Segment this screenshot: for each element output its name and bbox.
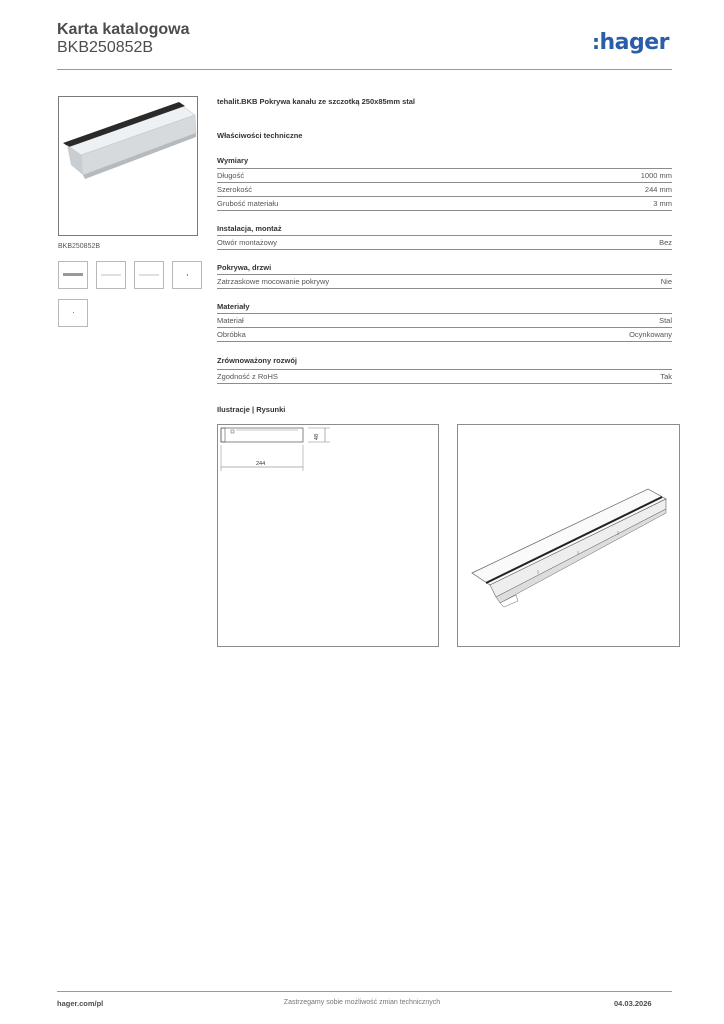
- hager-logo[interactable]: [592, 30, 669, 55]
- footer-disclaimer: Zastrzegamy sobie możliwość zmian technicznych: [283, 999, 441, 1006]
- document-title: Karta katalogowa: [57, 21, 190, 38]
- footer-website-link[interactable]: hager.com/pl: [57, 999, 104, 1008]
- spec-label: Zatrzaskowe mocowanie pokrywy: [217, 277, 330, 286]
- section-title-dimensions: Wymiary: [217, 156, 249, 165]
- logo-dots-icon: :: [592, 30, 600, 54]
- dimension-width-label: 244: [256, 461, 266, 467]
- spec-value: Nie: [660, 277, 672, 286]
- spec-value: 1000 mm: [640, 171, 672, 180]
- thumbnail-4[interactable]: [172, 261, 202, 289]
- spec-row: [217, 313, 672, 327]
- thumbnail-5[interactable]: [58, 299, 88, 327]
- cable-duct-cover-icon: [59, 97, 197, 235]
- cover-thumbnail-icon: [59, 262, 87, 288]
- line-drawing-thumbnail-icon: [97, 262, 125, 288]
- image-caption: BKB250852B: [58, 243, 101, 250]
- spec-row: [217, 274, 672, 289]
- dimension-drawing[interactable]: [217, 424, 439, 647]
- logo-text: hager: [599, 30, 670, 55]
- product-code: BKB250852B: [57, 39, 154, 56]
- spec-value: Bez: [659, 238, 672, 247]
- dot-thumbnail-icon: [59, 300, 87, 326]
- spec-row: [217, 327, 672, 342]
- line-drawing-thumbnail-icon: [135, 262, 163, 288]
- spec-value: Ocynkowany: [629, 330, 672, 339]
- spec-row: [217, 196, 672, 211]
- dimension-height-label: 48: [314, 433, 321, 441]
- thumbnail-3[interactable]: [134, 261, 164, 289]
- header-divider: [57, 69, 672, 70]
- section-title-sustainability: Zrównoważony rozwój: [217, 356, 297, 365]
- footer-divider: [57, 991, 672, 992]
- spec-row: [217, 235, 672, 250]
- section-title-installation: Instalacja, montaż: [217, 224, 282, 233]
- spec-row: [217, 369, 672, 384]
- product-title: tehalit.BKB Pokrywa kanału ze szczotką 250x85mm stal: [217, 97, 416, 106]
- cross-section-drawing-icon: [218, 425, 438, 646]
- spec-value: Stal: [659, 316, 672, 325]
- tech-props-heading: Właściwości techniczne: [217, 131, 303, 140]
- dot-thumbnail-icon: [173, 262, 201, 288]
- thumbnail-2[interactable]: [96, 261, 126, 289]
- perspective-drawing[interactable]: [457, 424, 680, 647]
- spec-value: 3 mm: [653, 199, 672, 208]
- section-title-materials: Materiały: [217, 302, 250, 311]
- cover-perspective-icon: [458, 425, 679, 646]
- product-image[interactable]: [58, 96, 198, 236]
- spec-label: Szerokość: [217, 185, 253, 194]
- illustrations-heading: Ilustracje | Rysunki: [217, 405, 286, 414]
- spec-label: Zgodność z RoHS: [217, 372, 278, 381]
- spec-value: 244 mm: [644, 185, 672, 194]
- thumbnail-1[interactable]: [58, 261, 88, 289]
- spec-label: Długość: [217, 171, 245, 180]
- spec-label: Materiał: [217, 316, 244, 325]
- spec-row: [217, 182, 672, 196]
- spec-row: [217, 168, 672, 182]
- spec-value: Tak: [660, 372, 672, 381]
- section-title-cover: Pokrywa, drzwi: [217, 263, 272, 272]
- footer-date: 04.03.2026: [614, 999, 652, 1008]
- spec-label: Obróbka: [217, 330, 246, 339]
- spec-label: Otwór montażowy: [217, 238, 278, 247]
- spec-label: Grubość materiału: [217, 199, 279, 208]
